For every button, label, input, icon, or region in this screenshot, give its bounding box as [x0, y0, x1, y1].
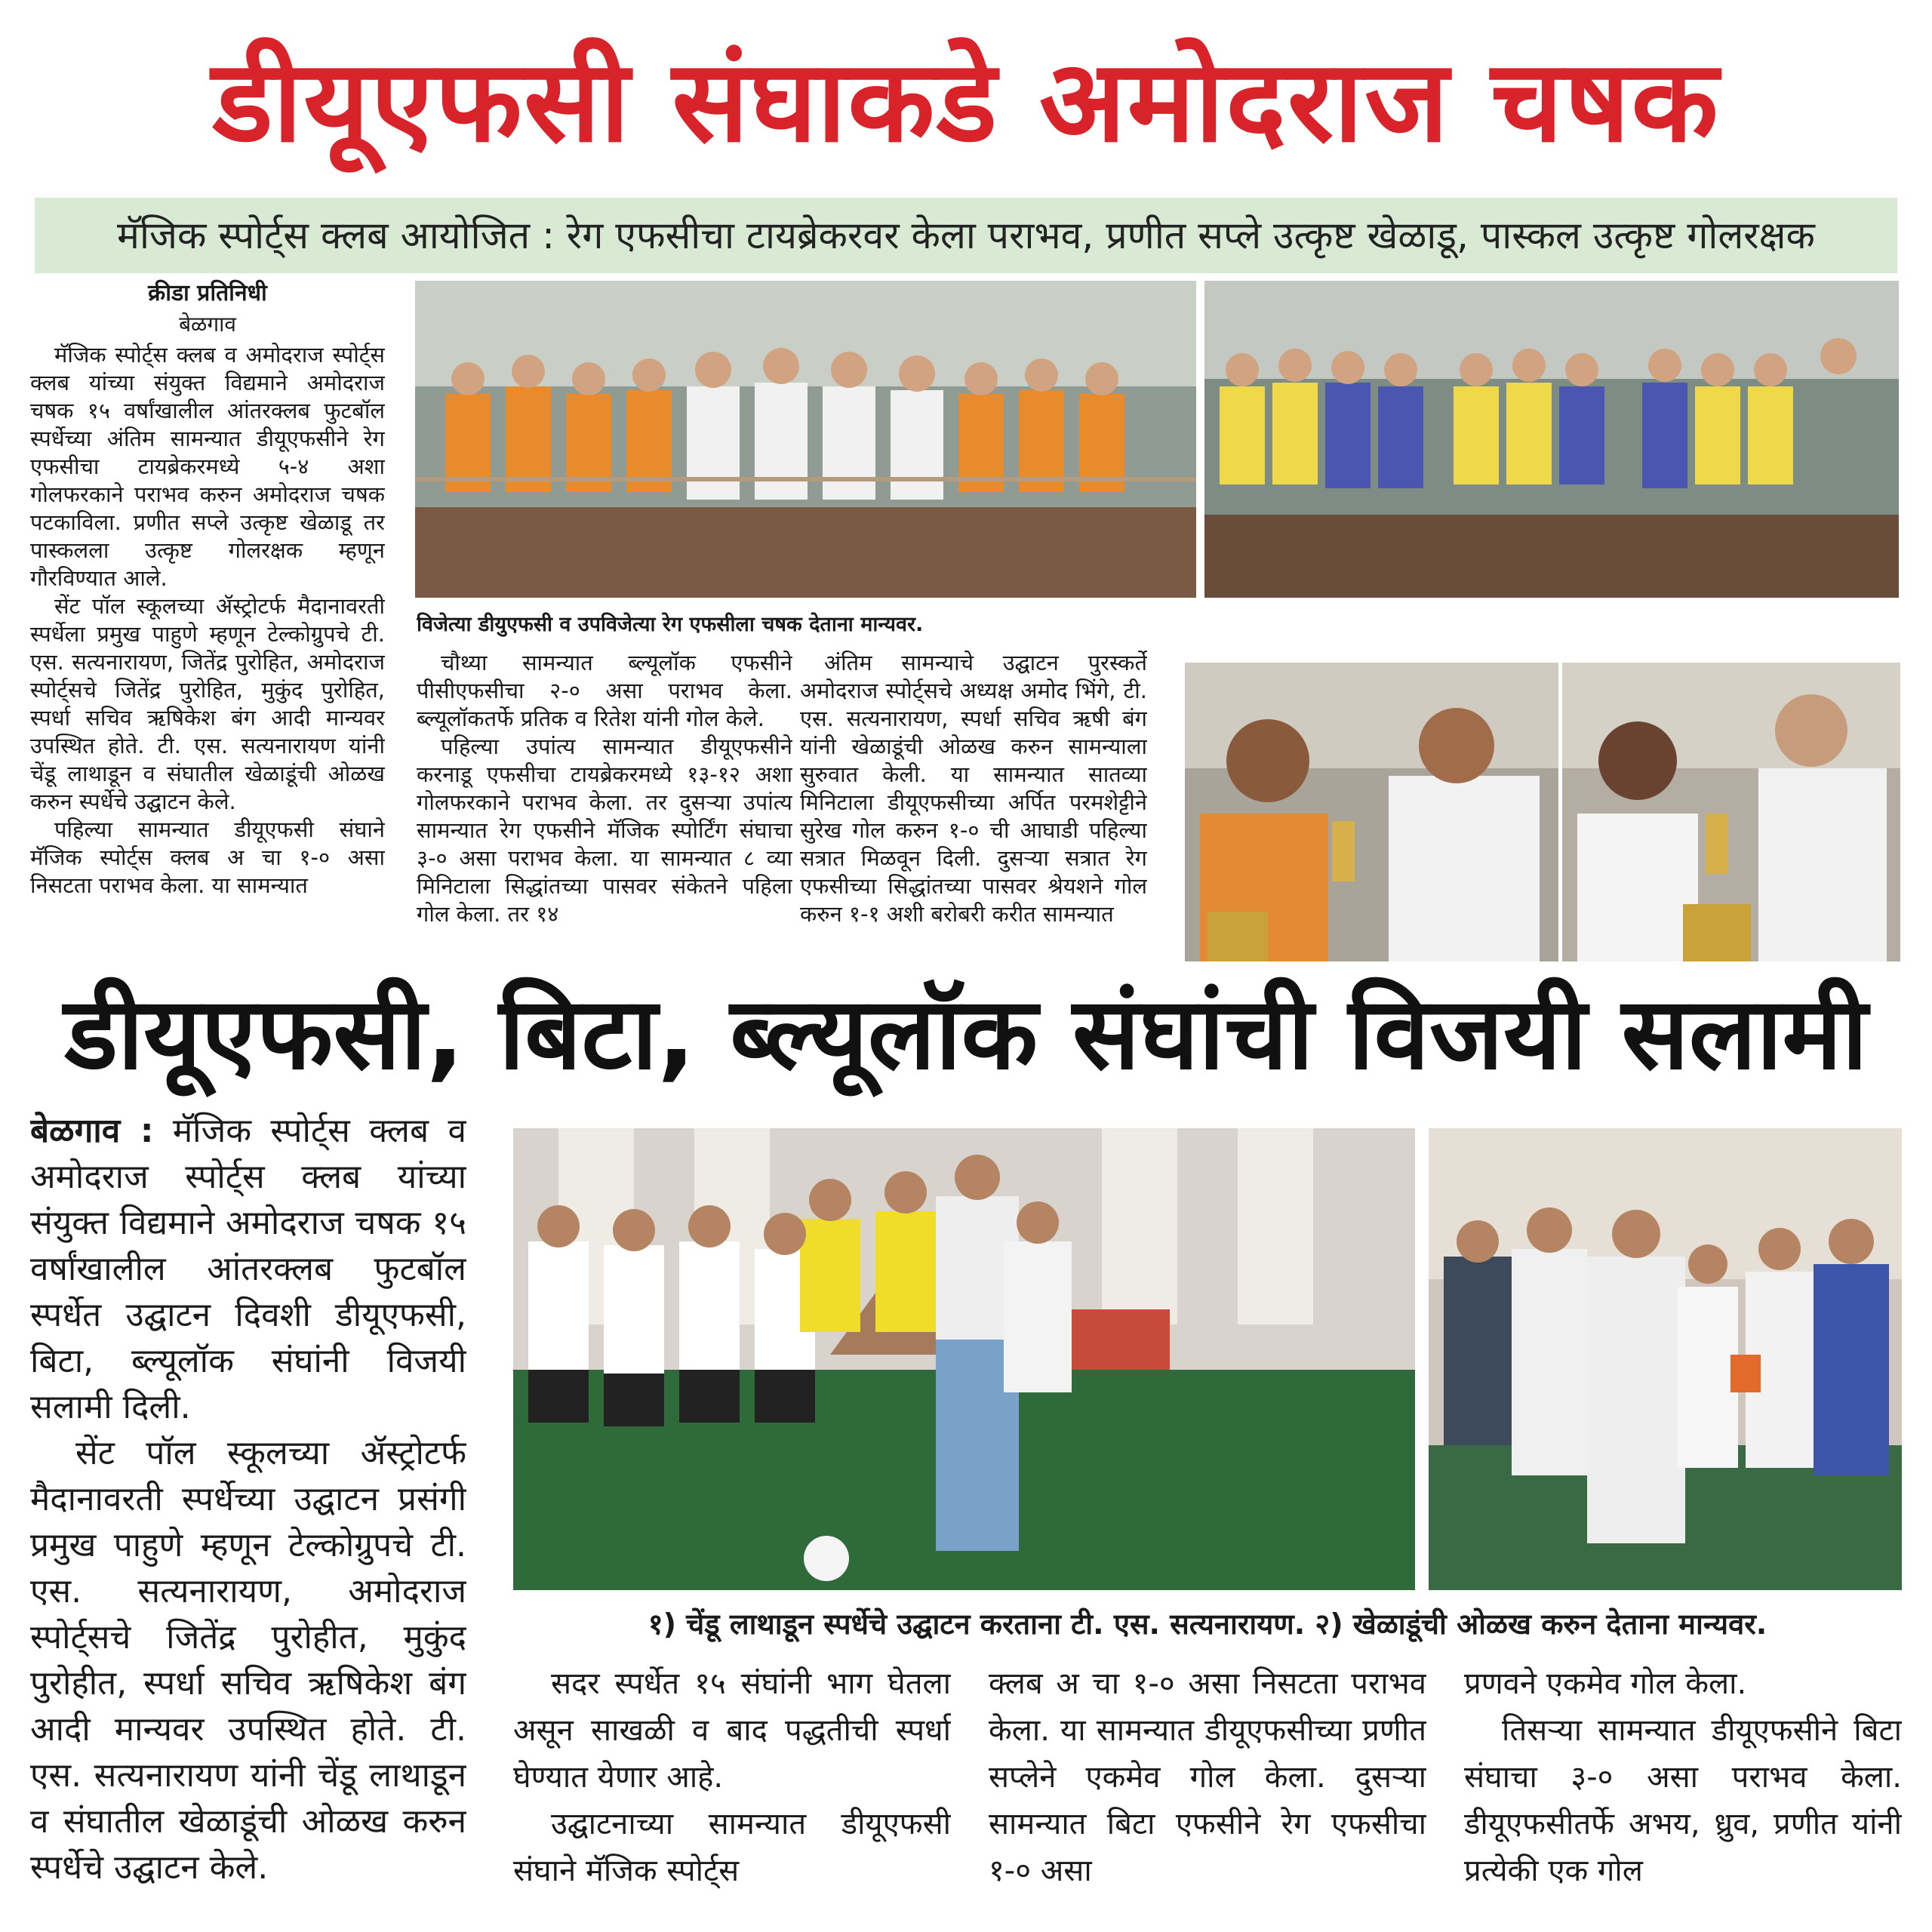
paragraph: क्लब अ चा १-० असा निसटता पराभव केला. या सामन्यात डीयूएफसीच्या प्रणीत सप्लेने एकमेव गोल केला. दुसऱ्या सामन्यात बिटा एफसीने रेग एफसीचा १-० असा: [989, 1666, 1426, 1888]
dateline: बेळगाव :: [30, 1112, 154, 1150]
byline: क्रीडा प्रतिनिधी: [148, 280, 267, 306]
award-photo-2: [1562, 663, 1900, 961]
award-photo-1: [1185, 663, 1558, 961]
top-story-column-1: [30, 341, 385, 960]
winner-team-photo: [415, 281, 1196, 598]
top-strapline: मॅजिक स्पोर्ट्स क्लब आयोजित : रेग एफसीचा टायब्रेकरवर केला पराभव, प्रणीत सप्ले उत्कृष्ट खेळाडू, पास्कल उत्कृष्ट गोलरक्षक: [35, 198, 1897, 273]
kickoff-photo: [513, 1128, 1415, 1590]
top-story-column-3: [800, 649, 1147, 960]
top-headline: डीयूएफसी संघाकडे अमोदराज चषक: [212, 36, 1720, 168]
paragraph: तिसऱ्या सामन्यात डीयूएफसीने बिटा संघाचा ३-० असा पराभव केला. डीयूएफसीतर्फे अभय, ध्रुव, प्रणीत यांनी प्रत्येकी एक गोल: [1464, 1713, 1902, 1888]
second-story-column-3: [1464, 1660, 1902, 1921]
top-story-column-2: [417, 649, 792, 960]
second-photo-caption: १) चेंडू लाथाडून स्पर्धेचे उद्घाटन करताना टी. एस. सत्यनारायण. २) खेळाडूंची ओळख करुन देताना मान्यवर.: [648, 1607, 1767, 1641]
paragraph: [30, 1108, 466, 1430]
paragraph: प्रणवने एकमेव गोल केला.: [1464, 1666, 1747, 1701]
second-story-column-1: [513, 1660, 951, 1921]
paragraph-text: मॅजिक स्पोर्ट्स क्लब व अमोदराज स्पोर्ट्स क्लब यांच्या संयुक्त विद्यमाने अमोदराज चषक १५ वर्षांखालील आंतरक्लब फुटबॉल स्पर्धेत उद्घाटन दिवशी डीयूएफसी, बिटा, ब्ल्यूलॉक संघांनी विजयी सलामी दिली.: [30, 1112, 466, 1426]
runnerup-team-photo: [1204, 281, 1899, 598]
paragraph: अंतिम सामन्याचे उद्घाटन पुरस्कर्ते अमोदराज स्पोर्ट्सचे अध्यक्ष अमोद भिंगे, टी. एस. सत्यनारायण, स्पर्धा सचिव ऋषी बंग यांनी खेळाडूंची ओळख करुन सामन्याला सुरुवात केली. या सामन्यात सातव्या मिनिटाला डीयूएफसीच्या अर्पित परमशेट्टीने सुरेख गोल करुन १-० ची आघाडी पहिल्या सत्रात मिळवून दिली. दुसऱ्या सत्रात रेग एफसीच्या सिद्धांतच्या पासवर श्रेयशने गोल करुन १-१ अशी बरोबरी करीत सामन्यात: [800, 650, 1147, 927]
paragraph: उद्घाटनाच्या सामन्यात डीयूएफसी संघाने मॅजिक स्पोर्ट्स: [513, 1807, 951, 1888]
second-story-left-column: [30, 1108, 466, 1919]
paragraph: चौथ्या सामन्यात ब्ल्यूलॉक एफसीने पीसीएफसीचा २-० असा पराभव केला. ब्ल्यूलॉकतर्फे प्रतिक व रितेश यांनी गोल केले.: [417, 650, 792, 731]
second-story-column-2: [989, 1660, 1426, 1921]
paragraph: मॅजिक स्पोर्ट्स क्लब व अमोदराज स्पोर्ट्स क्लब यांच्या संयुक्त विद्यमाने अमोदराज चषक १५ वर्षांखालील आंतरक्लब फुटबॉल स्पर्धेच्या अंतिम सामन्यात डीयूएफसीने रेग एफसीचा टायब्रेकरमध्ये ५-४ अशा गोलफरकाने पराभव करुन अमोदराज चषक पटकाविला. प्रणीत सप्ले उत्कृष्ट खेळाडू तर पास्कलला उत्कृष्ट गोलरक्षक म्हणून गौरविण्यात आले.: [30, 342, 385, 591]
paragraph: सेंट पॉल स्कूलच्या ॲस्ट्रोटर्फ मैदानावरती स्पर्धेच्या उद्घाटन प्रसंगी प्रमुख पाहुणे म्हणून टेल्कोग्रुपचे टी. एस. सत्यनारायण, अमोदराज स्पोर्ट्सचे जितेंद्र पुरोहीत, मुकुंद पुरोहीत, स्पर्धा सचिव ऋषिकेश बंग आदी मान्यवर उपस्थित होते. टी. एस. सत्यनारायण यांनी चेंडू लाथाडून व संघातील खेळाडूंची ओळख करुन स्पर्धेचे उद्घाटन केले.: [30, 1434, 466, 1887]
second-headline: डीयूएफसी, बिटा, ब्ल्यूलॉक संघांची विजयी सलामी: [64, 976, 1868, 1092]
paragraph: सेंट पॉल स्कूलच्या ॲस्ट्रोटर्फ मैदानावरती स्पर्धेला प्रमुख पाहुणे म्हणून टेल्कोग्रुपचे टी. एस. सत्यनारायण, जितेंद्र पुरोहित, अमोदराज स्पोर्ट्सचे जितेंद्र पुरोहित, मुकुंद पुरोहित, स्पर्धा सचिव ऋषिकेश बंग आदी मान्यवर उपस्थित होते. टी. एस. सत्यनारायण यांनी चेंडू लाथाडून व संघातील खेळाडूंची ओळख करुन स्पर्धेचे उद्घाटन केले.: [30, 593, 385, 814]
dateline: बेळगाव: [179, 312, 236, 337]
paragraph: सदर स्पर्धेत १५ संघांनी भाग घेतला असून साखळी व बाद पद्धतीची स्पर्धा घेण्यात येणार आहे.: [513, 1666, 951, 1795]
paragraph: पहिल्या सामन्यात डीयूएफसी संघाने मॅजिक स्पोर्ट्स क्लब अ चा १-० असा निसटता पराभव केला. या सामन्यात: [30, 817, 385, 898]
paragraph: पहिल्या उपांत्य सामन्यात डीयूएफसीने करनाडू एफसीचा टायब्रेकरमध्ये १३-१२ अशा गोलफरकाने पराभव केला. तर दुसऱ्या उपांत्य सामन्यात रेग एफसीने मॅजिक स्पोर्टिंग संघाचा ३-० असा पराभव केला. या सामन्यात ८ व्या मिनिटाला सिद्धांतच्या पासवर संकेतने पहिला गोल केला. तर १४: [417, 734, 792, 927]
top-photo-caption: विजेत्या डीयुएफसी व उपविजेत्या रेग एफसीला चषक देताना मान्यवर.: [417, 613, 924, 636]
player-introduction-photo: [1429, 1128, 1902, 1590]
